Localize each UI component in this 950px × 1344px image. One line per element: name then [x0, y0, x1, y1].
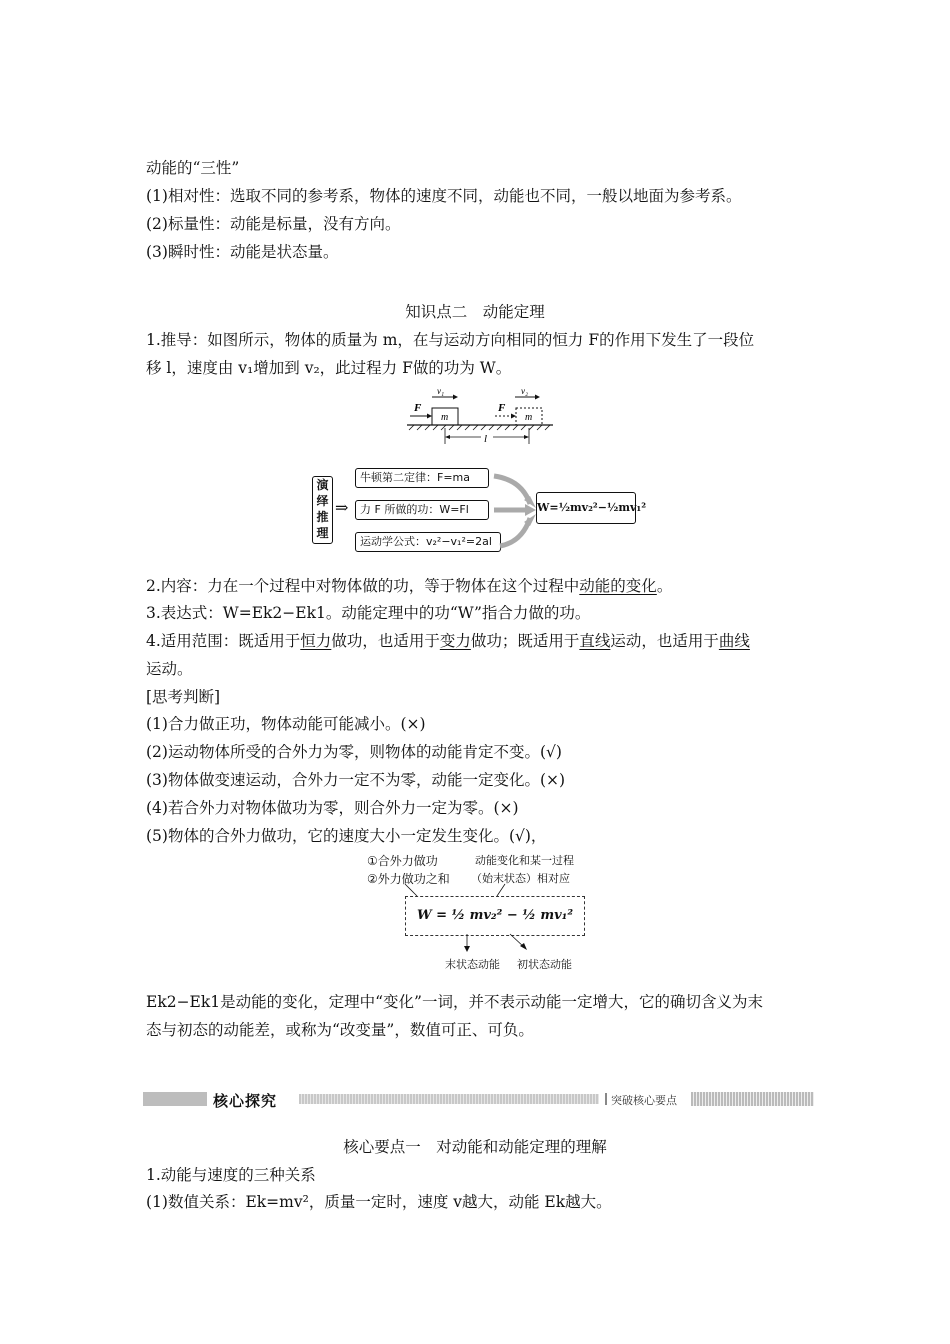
box-char: 理 [316, 526, 329, 540]
think-item: (1)合力做正功，物体动能可能减小。(×) [146, 715, 426, 733]
annotation: 动能变化和某一过程 [475, 854, 574, 867]
implies-arrow: ⇒ [335, 498, 349, 517]
text: 运动，也适用于 [610, 632, 719, 650]
banner-title: 核心探究 [213, 1092, 278, 1110]
underlined-term: 直线 [579, 632, 611, 650]
section-title: 核心要点一 对动能和动能定理的理解 [343, 1138, 607, 1156]
paragraph: (1)数值关系：Ek=mv²，质量一定时，速度 v越大，动能 Ek越大。 [146, 1193, 612, 1211]
box-char: 绎 [316, 494, 329, 508]
text: 。 [656, 577, 673, 595]
box-char: 演 [316, 478, 329, 492]
paragraph: (2)标量性：动能是标量，没有方向。 [146, 215, 401, 233]
formula-box: W = ½ mv₂² − ½ mv₁² [405, 896, 585, 936]
v2-label: v₂ [521, 386, 529, 396]
paragraph: 移 l，速度由 v₁增加到 v₂，此过程力 F做的功为 W。 [146, 359, 512, 377]
text: 做功，也适用于 [331, 632, 440, 650]
banner-subtitle: 突破核心要点 [611, 1094, 677, 1107]
think-item: (3)物体做变速运动，合外力一定不为零，动能一定变化。(×) [146, 771, 566, 789]
paragraph: Ek2−Ek1是动能的变化，定理中“变化”一词，并不表示动能一定增大，它的确切含义为末 [146, 993, 763, 1011]
paragraph: (1)相对性：选取不同的参考系，物体的速度不同，动能也不同，一般以地面为参考系。 [146, 187, 742, 205]
deduction-box [312, 476, 333, 544]
force-label: F [498, 402, 506, 414]
section-title: 知识点二 动能定理 [405, 303, 545, 321]
underlined-term: 动能的变化 [579, 577, 657, 595]
annotation: ②外力做功之和 [367, 872, 450, 886]
think-item: (5)物体的合外力做功，它的速度大小一定发生变化。(√)， [146, 827, 547, 845]
force-label: F [414, 402, 422, 414]
annotation: 初状态动能 [517, 958, 572, 971]
annotated-formula-figure [365, 852, 595, 972]
deduction-flowchart [312, 462, 647, 552]
paragraph: 1.动能与速度的三种关系 [146, 1166, 316, 1184]
paragraph: (3)瞬时性：动能是状态量。 [146, 243, 339, 261]
underlined-term: 恒力 [300, 632, 332, 650]
force-displacement-figure [405, 382, 555, 448]
paragraph: 3.表达式：W=Ek2−Ek1。动能定理中的功“W”指合力做的功。 [146, 604, 591, 622]
v1-label: v₁ [437, 386, 445, 396]
result-box: W=½mv₂²−½mv₁² [536, 492, 636, 524]
mass-label: m [525, 412, 533, 423]
paragraph: 1.推导：如图所示，物体的质量为 m，在与运动方向相同的恒力 F的作用下发生了一段位 [146, 331, 755, 349]
annotation: （始末状态）相对应 [471, 872, 570, 885]
think-item: (4)若合外力对物体做功为零，则合外力一定为零。(×) [146, 799, 519, 817]
displacement-label: l [484, 433, 488, 445]
text: 4.适用范围：既适用于 [146, 632, 301, 650]
annotation-arrows [365, 882, 595, 954]
kinematics-box: 运动学公式：v₂²−v₁²=2al [355, 532, 501, 552]
section-heading: 动能的“三性” [146, 159, 240, 177]
box-char: 推 [316, 510, 329, 524]
paragraph: 运动。 [146, 660, 193, 678]
mass-label: m [441, 412, 449, 423]
work-box: 力 F 所做的功：W=Fl [355, 500, 489, 520]
section-banner [143, 1090, 814, 1110]
annotation: ①合外力做功 [367, 854, 438, 868]
underlined-term: 曲线 [718, 632, 750, 650]
newton-law-box: 牛顿第二定律：F=ma [355, 468, 489, 488]
text: 2.内容：力在一个过程中对物体做的功，等于物体在这个过程中 [146, 577, 580, 595]
paragraph [146, 631, 750, 651]
paragraph: 态与初态的动能差，或称为“改变量”，数值可正、可负。 [146, 1021, 534, 1039]
think-item: (2)运动物体所受的合外力为零，则物体的动能肯定不变。(√) [146, 743, 562, 761]
merge-arrows [492, 470, 538, 554]
text: 做功；既适用于 [470, 632, 580, 650]
paragraph [146, 576, 672, 596]
underlined-term: 变力 [439, 632, 471, 650]
annotation: 末状态动能 [445, 958, 500, 971]
think-title: [思考判断] [146, 688, 221, 706]
